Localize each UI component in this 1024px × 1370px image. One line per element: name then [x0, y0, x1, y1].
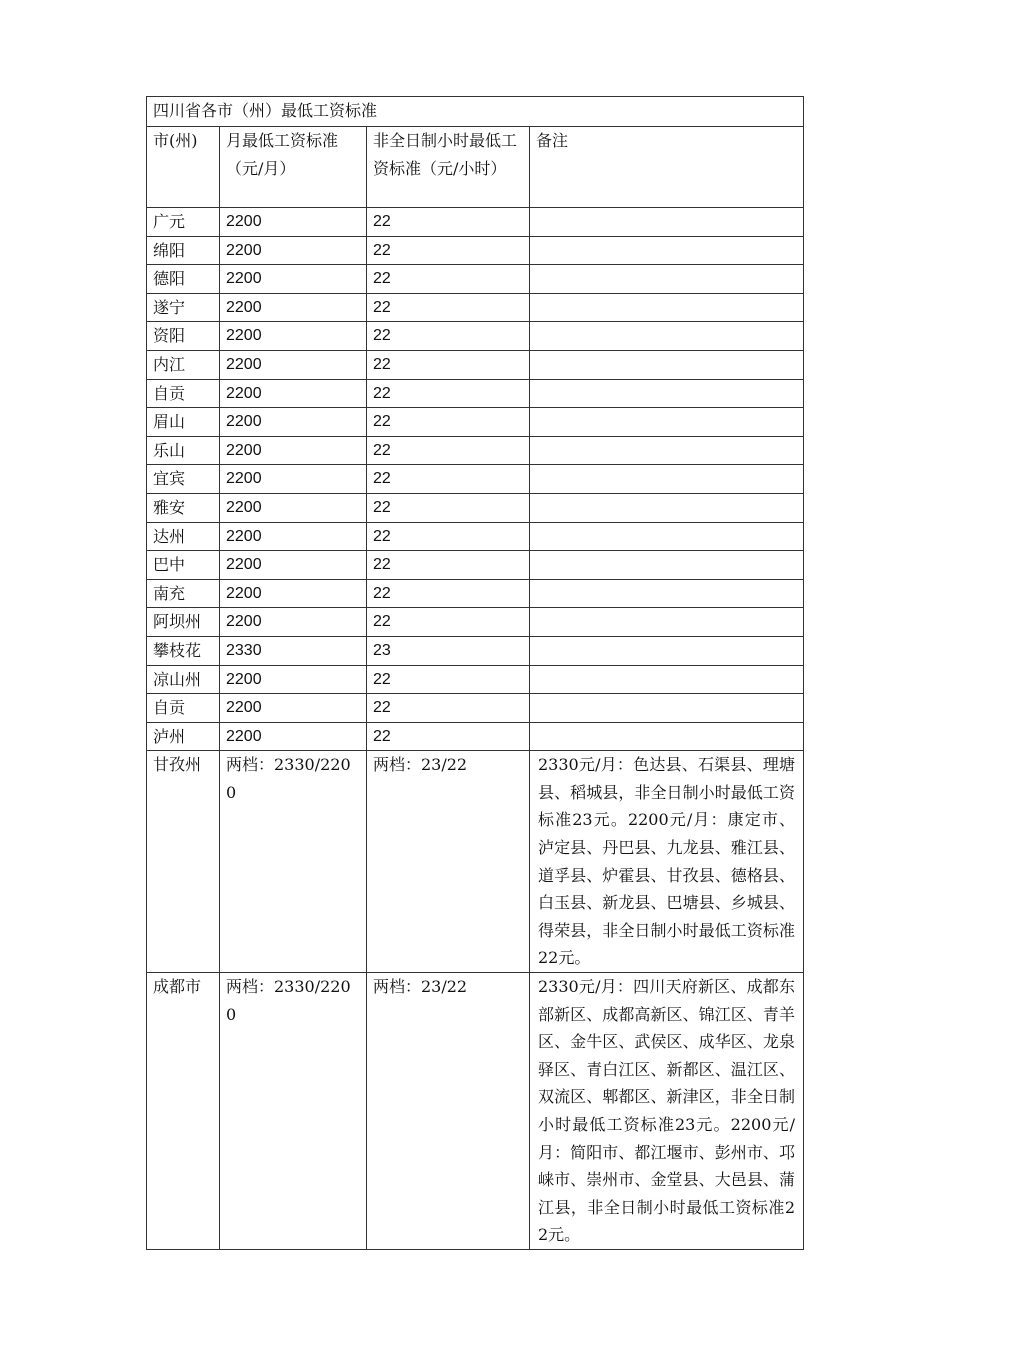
- hourly-wage-cell: 22: [367, 265, 530, 294]
- table-row: [147, 551, 804, 580]
- monthly-wage-cell: 两档：2330/2200: [220, 751, 367, 973]
- hourly-wage-cell: 22: [367, 465, 530, 494]
- monthly-wage-cell: 2200: [220, 608, 367, 637]
- note-cell: 2330元/月：四川天府新区、成都东部新区、成都高新区、锦江区、青羊区、金牛区、武侯区、成华区、龙泉驿区、青白江区、新都区、温江区、双流区、郫都区、新津区，非全日制小时最低工资标准23元。2200元/月：简阳市、都江堰市、彭州市、邛崃市、崇州市、金堂县、大邑县、蒲江县，非全日制小时最低工资标准22元。: [530, 973, 804, 1250]
- note-cell: [530, 694, 804, 723]
- hourly-wage-cell: 22: [367, 236, 530, 265]
- hourly-wage-cell: 23: [367, 636, 530, 665]
- city-cell: 巴中: [147, 551, 220, 580]
- table-header-row: [147, 127, 804, 208]
- monthly-wage-cell: 2200: [220, 293, 367, 322]
- monthly-wage-cell: 2200: [220, 322, 367, 351]
- note-cell: [530, 379, 804, 408]
- monthly-wage-cell: 2200: [220, 379, 367, 408]
- hourly-wage-cell: 22: [367, 350, 530, 379]
- hourly-wage-cell: 22: [367, 694, 530, 723]
- minimum-wage-table: [146, 96, 804, 1250]
- table-row: [147, 379, 804, 408]
- note-cell: [530, 636, 804, 665]
- note-cell: [530, 665, 804, 694]
- table-row: [147, 236, 804, 265]
- monthly-wage-cell: 2200: [220, 722, 367, 751]
- table-row: [147, 608, 804, 637]
- city-cell: 遂宁: [147, 293, 220, 322]
- note-cell: [530, 551, 804, 580]
- city-cell: 广元: [147, 208, 220, 237]
- hourly-wage-cell: 22: [367, 608, 530, 637]
- monthly-wage-cell: 2200: [220, 665, 367, 694]
- note-cell: [530, 722, 804, 751]
- hourly-wage-cell: 22: [367, 722, 530, 751]
- note-cell: [530, 350, 804, 379]
- header-monthly-wage: 月最低工资标准（元/月）: [220, 127, 367, 208]
- note-cell: [530, 579, 804, 608]
- hourly-wage-cell: 22: [367, 551, 530, 580]
- city-cell: 内江: [147, 350, 220, 379]
- note-cell: [530, 436, 804, 465]
- table-row: [147, 722, 804, 751]
- monthly-wage-cell: 2200: [220, 694, 367, 723]
- table-row: [147, 322, 804, 351]
- city-cell: 资阳: [147, 322, 220, 351]
- table-row: [147, 293, 804, 322]
- hourly-wage-cell: 22: [367, 579, 530, 608]
- city-cell: 雅安: [147, 493, 220, 522]
- table-row: [147, 751, 804, 973]
- hourly-wage-cell: 22: [367, 293, 530, 322]
- city-cell: 泸州: [147, 722, 220, 751]
- city-cell: 攀枝花: [147, 636, 220, 665]
- monthly-wage-cell: 2200: [220, 208, 367, 237]
- note-cell: [530, 465, 804, 494]
- table-row: [147, 636, 804, 665]
- note-cell: [530, 265, 804, 294]
- note-cell: [530, 522, 804, 551]
- note-cell: [530, 322, 804, 351]
- city-cell: 成都市: [147, 973, 220, 1250]
- city-cell: 眉山: [147, 408, 220, 437]
- city-cell: 甘孜州: [147, 751, 220, 973]
- city-cell: 达州: [147, 522, 220, 551]
- table-title: 四川省各市（州）最低工资标准: [147, 97, 804, 127]
- monthly-wage-cell: 2200: [220, 522, 367, 551]
- header-hourly-wage: 非全日制小时最低工资标准（元/小时）: [367, 127, 530, 208]
- table-row: [147, 579, 804, 608]
- header-city: 市(州): [147, 127, 220, 208]
- city-cell: 德阳: [147, 265, 220, 294]
- note-cell: 2330元/月：色达县、石渠县、理塘县、稻城县，非全日制小时最低工资标准23元。2200元/月：康定市、泸定县、丹巴县、九龙县、雅江县、道孚县、炉霍县、甘孜县、德格县、白玉县、新龙县、巴塘县、乡城县、得荣县，非全日制小时最低工资标准22元。: [530, 751, 804, 973]
- hourly-wage-cell: 22: [367, 408, 530, 437]
- table-row: [147, 694, 804, 723]
- hourly-wage-cell: 22: [367, 208, 530, 237]
- monthly-wage-cell: 两档：2330/2200: [220, 973, 367, 1250]
- city-cell: 南充: [147, 579, 220, 608]
- city-cell: 凉山州: [147, 665, 220, 694]
- table-row: [147, 408, 804, 437]
- monthly-wage-cell: 2200: [220, 350, 367, 379]
- note-cell: [530, 208, 804, 237]
- table-title-row: [147, 97, 804, 127]
- table-body: [147, 97, 804, 1250]
- hourly-wage-cell: 22: [367, 379, 530, 408]
- city-cell: 绵阳: [147, 236, 220, 265]
- hourly-wage-cell: 22: [367, 665, 530, 694]
- monthly-wage-cell: 2200: [220, 579, 367, 608]
- monthly-wage-cell: 2200: [220, 236, 367, 265]
- monthly-wage-cell: 2200: [220, 436, 367, 465]
- header-note: 备注: [530, 127, 804, 208]
- hourly-wage-cell: 22: [367, 322, 530, 351]
- note-cell: [530, 608, 804, 637]
- table-row: [147, 436, 804, 465]
- city-cell: 宜宾: [147, 465, 220, 494]
- monthly-wage-cell: 2200: [220, 408, 367, 437]
- table-row: [147, 665, 804, 694]
- table-row: [147, 465, 804, 494]
- note-cell: [530, 293, 804, 322]
- city-cell: 自贡: [147, 694, 220, 723]
- table-row: [147, 973, 804, 1250]
- table-row: [147, 493, 804, 522]
- monthly-wage-cell: 2200: [220, 551, 367, 580]
- monthly-wage-cell: 2200: [220, 493, 367, 522]
- monthly-wage-cell: 2330: [220, 636, 367, 665]
- table-row: [147, 350, 804, 379]
- hourly-wage-cell: 22: [367, 493, 530, 522]
- monthly-wage-cell: 2200: [220, 465, 367, 494]
- table-row: [147, 208, 804, 237]
- hourly-wage-cell: 两档：23/22: [367, 751, 530, 973]
- table-row: [147, 265, 804, 294]
- note-cell: [530, 493, 804, 522]
- hourly-wage-cell: 两档：23/22: [367, 973, 530, 1250]
- monthly-wage-cell: 2200: [220, 265, 367, 294]
- note-cell: [530, 408, 804, 437]
- hourly-wage-cell: 22: [367, 436, 530, 465]
- city-cell: 自贡: [147, 379, 220, 408]
- note-cell: [530, 236, 804, 265]
- hourly-wage-cell: 22: [367, 522, 530, 551]
- city-cell: 乐山: [147, 436, 220, 465]
- city-cell: 阿坝州: [147, 608, 220, 637]
- table-row: [147, 522, 804, 551]
